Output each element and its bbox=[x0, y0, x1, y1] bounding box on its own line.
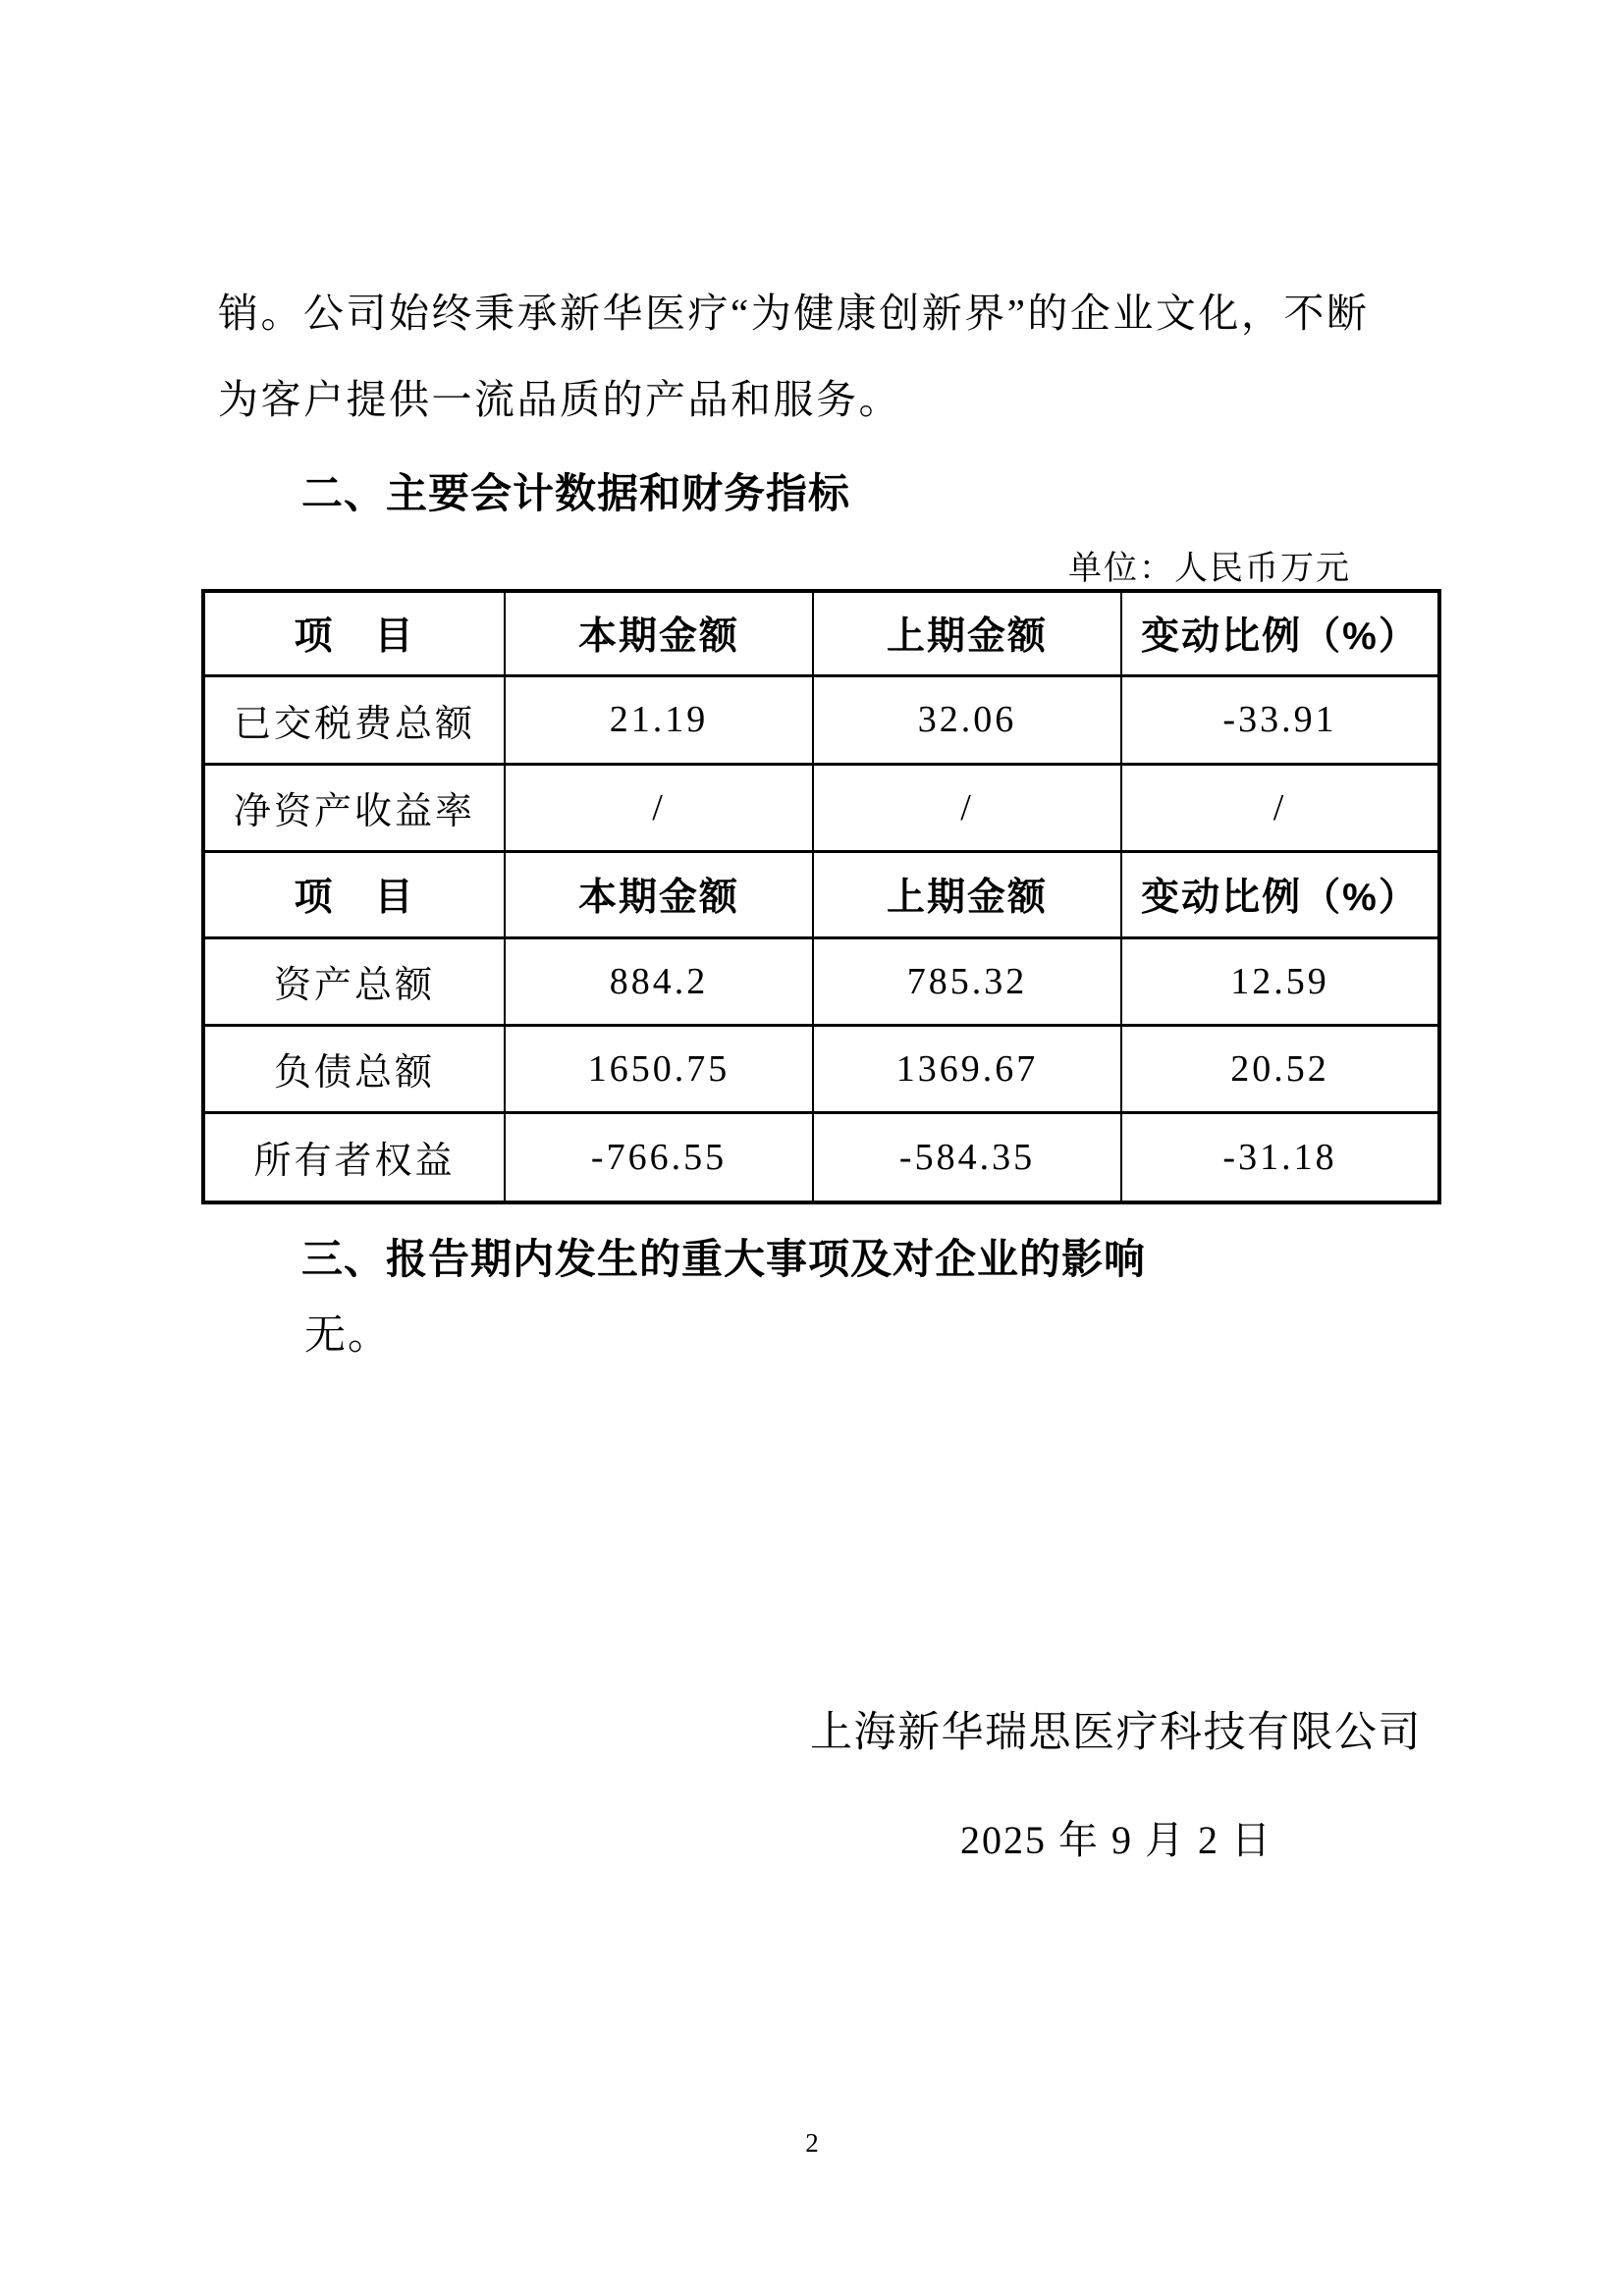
header-item: 项 目 bbox=[203, 591, 505, 675]
row-change-value: -31.18 bbox=[1121, 1112, 1439, 1202]
row-previous-value: 785.32 bbox=[813, 937, 1121, 1025]
section-2-heading: 二、主要会计数据和财务指标 bbox=[301, 470, 851, 516]
financial-indicators-table bbox=[201, 589, 1441, 1204]
section-3-body: 无。 bbox=[304, 1313, 392, 1359]
table-row bbox=[203, 675, 1439, 764]
header-change-ratio: 变动比例（%） bbox=[1121, 591, 1439, 675]
table-row bbox=[203, 764, 1439, 851]
row-previous-value: 32.06 bbox=[813, 675, 1121, 764]
table-header-row bbox=[203, 591, 1439, 675]
body-paragraph-line: 为客户提供一流品质的产品和服务。 bbox=[218, 377, 901, 422]
signature-date: 2025 年 9 月 2 日 bbox=[960, 1818, 1272, 1862]
table-row bbox=[203, 1025, 1439, 1112]
header-current-amount: 本期金额 bbox=[505, 591, 813, 675]
row-label: 负债总额 bbox=[203, 1025, 505, 1112]
header-previous-amount: 上期金额 bbox=[813, 591, 1121, 675]
section-3-heading: 三、报告期内发生的重大事项及对企业的影响 bbox=[301, 1236, 1147, 1282]
row-current-value: 1650.75 bbox=[505, 1025, 813, 1112]
table-header-row bbox=[203, 851, 1439, 937]
signature-company-name: 上海新华瑞思医疗科技有限公司 bbox=[810, 1710, 1422, 1756]
header-item: 项 目 bbox=[203, 851, 505, 937]
row-current-value: 21.19 bbox=[505, 675, 813, 764]
table-row bbox=[203, 937, 1439, 1025]
row-previous-value: -584.35 bbox=[813, 1112, 1121, 1202]
row-label: 已交税费总额 bbox=[203, 675, 505, 764]
table-unit-note: 单位：人民币万元 bbox=[1068, 551, 1351, 587]
header-current-amount: 本期金额 bbox=[505, 851, 813, 937]
row-previous-value: / bbox=[813, 764, 1121, 851]
row-label: 净资产收益率 bbox=[203, 764, 505, 851]
row-change-value: 20.52 bbox=[1121, 1025, 1439, 1112]
header-previous-amount: 上期金额 bbox=[813, 851, 1121, 937]
row-change-value: -33.91 bbox=[1121, 675, 1439, 764]
row-previous-value: 1369.67 bbox=[813, 1025, 1121, 1112]
body-paragraph-line: 销。公司始终秉承新华医疗“为健康创新界”的企业文化，不断 bbox=[218, 291, 1370, 336]
page-number: 2 bbox=[805, 2128, 819, 2158]
header-change-ratio: 变动比例（%） bbox=[1121, 851, 1439, 937]
table-row bbox=[203, 1112, 1439, 1202]
row-label: 所有者权益 bbox=[203, 1112, 505, 1202]
row-change-value: 12.59 bbox=[1121, 937, 1439, 1025]
row-label: 资产总额 bbox=[203, 937, 505, 1025]
row-change-value: / bbox=[1121, 764, 1439, 851]
row-current-value: 884.2 bbox=[505, 937, 813, 1025]
row-current-value: -766.55 bbox=[505, 1112, 813, 1202]
row-current-value: / bbox=[505, 764, 813, 851]
